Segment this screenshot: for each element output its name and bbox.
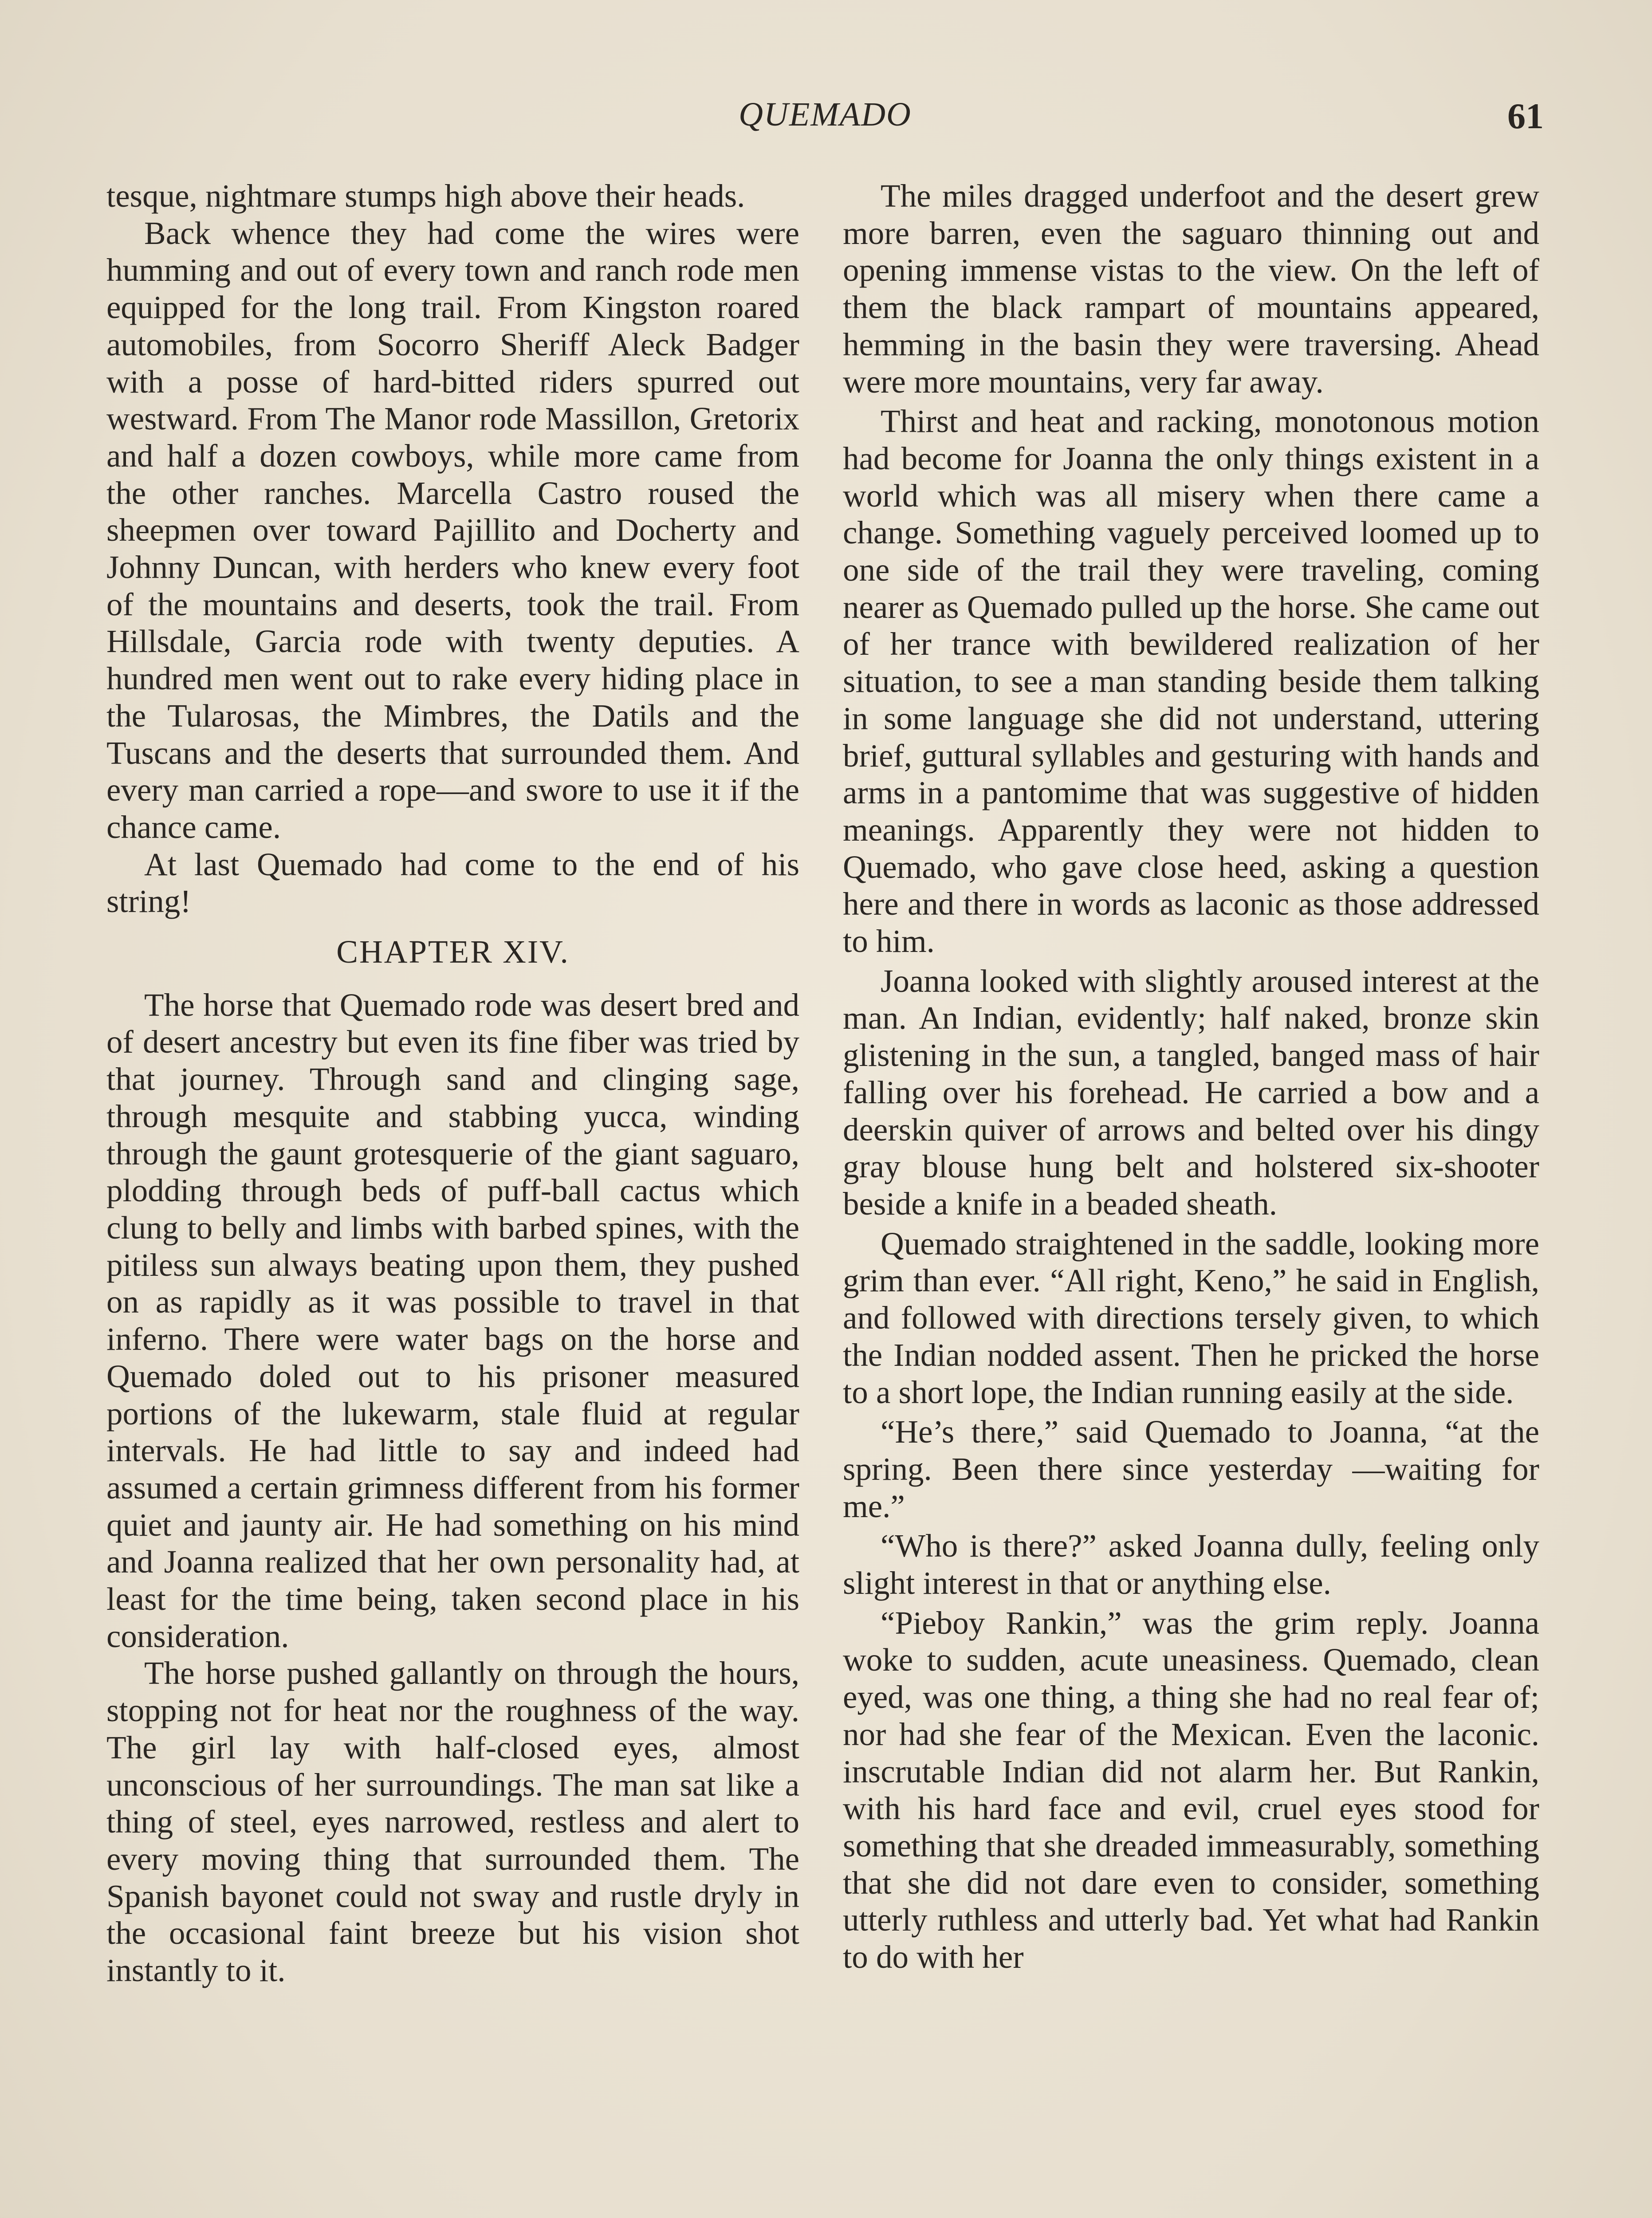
paragraph: The miles dragged underfoot and the desert grew more barren, even the saguaro thinning out and opening immense vistas to the view. On the left of them the black rampart of mountains appeared, hemming in the basin they were traversing. Ahead were more mountains, very far away. <box>843 178 1539 400</box>
paragraph: Back whence they had come the wires were humming and out of every town and ranch rode men equipped for the long trail. From Kingston roared automobiles, from Socorro Sheriff Aleck Badger with a posse of hard-bitted riders spurred out westward. From The Manor rode Massillon, Gretorix and half a dozen cowboys, while more came from the other ranches. Marcella Castro roused the sheepmen over toward Pajillito and Docherty and Johnny Duncan, with herders who knew every foot of the mountains and deserts, took the trail. From Hillsdale, Garcia rode with twenty deputies. A hundred men went out to rake every hiding place in the Tularosas, the Mimbres, the Datils and the Tuscans and the deserts that surrounded them. And every man carried a rope—and swore to use it if the chance came. <box>106 215 799 845</box>
paragraph: “Who is there?” asked Joanna dully, feeling only slight interest in that or anything else. <box>843 1528 1539 1601</box>
paragraph: “Pieboy Rankin,” was the grim reply. Joanna woke to sudden, acute uneasiness. Quemado, clean eyed, was one thing, a thing she had no real fear of; nor had she fear of the Mexican. Even the laconic. inscrutable Indian did not alarm her. But Rankin, with his hard face and evil, cruel eyes stood for something that she dreaded immeasurably, something that she did not dare even to consider, something utterly ruthless and utterly bad. Yet what had Rankin to do with her <box>843 1605 1539 1975</box>
paragraph: The horse pushed gallantly on through the hours, stopping not for heat nor the roughness of the way. The girl lay with half-closed eyes, almost unconscious of her surroundings. The man sat like a thing of steel, eyes narrowed, restless and alert to every moving thing that surrounded them. The Spanish bayonet could not sway and rustle dryly in the occasional faint breeze but his vision shot instantly to it. <box>106 1655 799 1989</box>
chapter-heading: CHAPTER XIV. <box>336 934 570 970</box>
paragraph: The horse that Quemado rode was desert bred and of desert ancestry but even its fine fiber was tried by that journey. Through sand and clinging sage, through mesquite and stabbing yucca, winding through the gaunt grotesquerie of the giant saguaro, plodding through beds of puff-ball cactus which clung to belly and limbs with barbed spines, with the pitiless sun always beating upon them, they pushed on as rapidly as it was possible to travel in that inferno. There were water bags on the horse and Quemado doled out to his prisoner measured portions of the lukewarm, stale fluid at regular intervals. He had little to say and indeed had assumed a certain grimness different from his former quiet and jaunty air. He had something on his mind and Joanna realized that her own personality had, at least for the time being, taken second place in his consideration. <box>106 987 799 1654</box>
paragraph: Thirst and heat and racking, monotonous motion had become for Joanna the only things existent in a world which was all misery when there came a change. Something vaguely perceived loomed up to one side of the trail they were traveling, coming nearer as Quemado pulled up the horse. She came out of her trance with bewildered realization of her situation, to see a man standing beside them talking in some language she did not understand, uttering brief, guttural syllables and gesturing with hands and arms in a pantomime that was suggestive of hidden meanings. Apparently they were not hidden to Quemado, who gave close heed, asking a question here and there in words as laconic as those addressed to him. <box>843 403 1539 960</box>
page-number: 61 <box>1507 96 1544 136</box>
page-header <box>106 95 1544 144</box>
left-column <box>106 177 799 1989</box>
paragraph: “He’s there,” said Quemado to Joanna, “at the spring. Been there since yesterday —waiting for me.” <box>843 1414 1539 1524</box>
paragraph: tesque, nightmare stumps high above their heads. <box>106 178 745 214</box>
running-title: QUEMADO <box>739 96 912 133</box>
paragraph: Joanna looked with slightly aroused interest at the man. An Indian, evidently; half naked, bronze skin glistening in the sun, a tangled, banged mass of hair falling over his forehead. He carried a bow and a deerskin quiver of arrows and belted over his dingy gray blouse hung belt and holstered six-shooter beside a knife in a beaded sheath. <box>843 963 1539 1222</box>
paragraph: At last Quemado had come to the end of his string! <box>106 846 799 920</box>
right-column <box>843 177 1539 1978</box>
paragraph: Quemado straightened in the saddle, looking more grim than ever. “All right, Keno,” he said in English, and followed with directions tersely given, to which the Indian nodded assent. Then he pricked the horse to a short lope, the Indian running easily at the side. <box>843 1225 1539 1410</box>
